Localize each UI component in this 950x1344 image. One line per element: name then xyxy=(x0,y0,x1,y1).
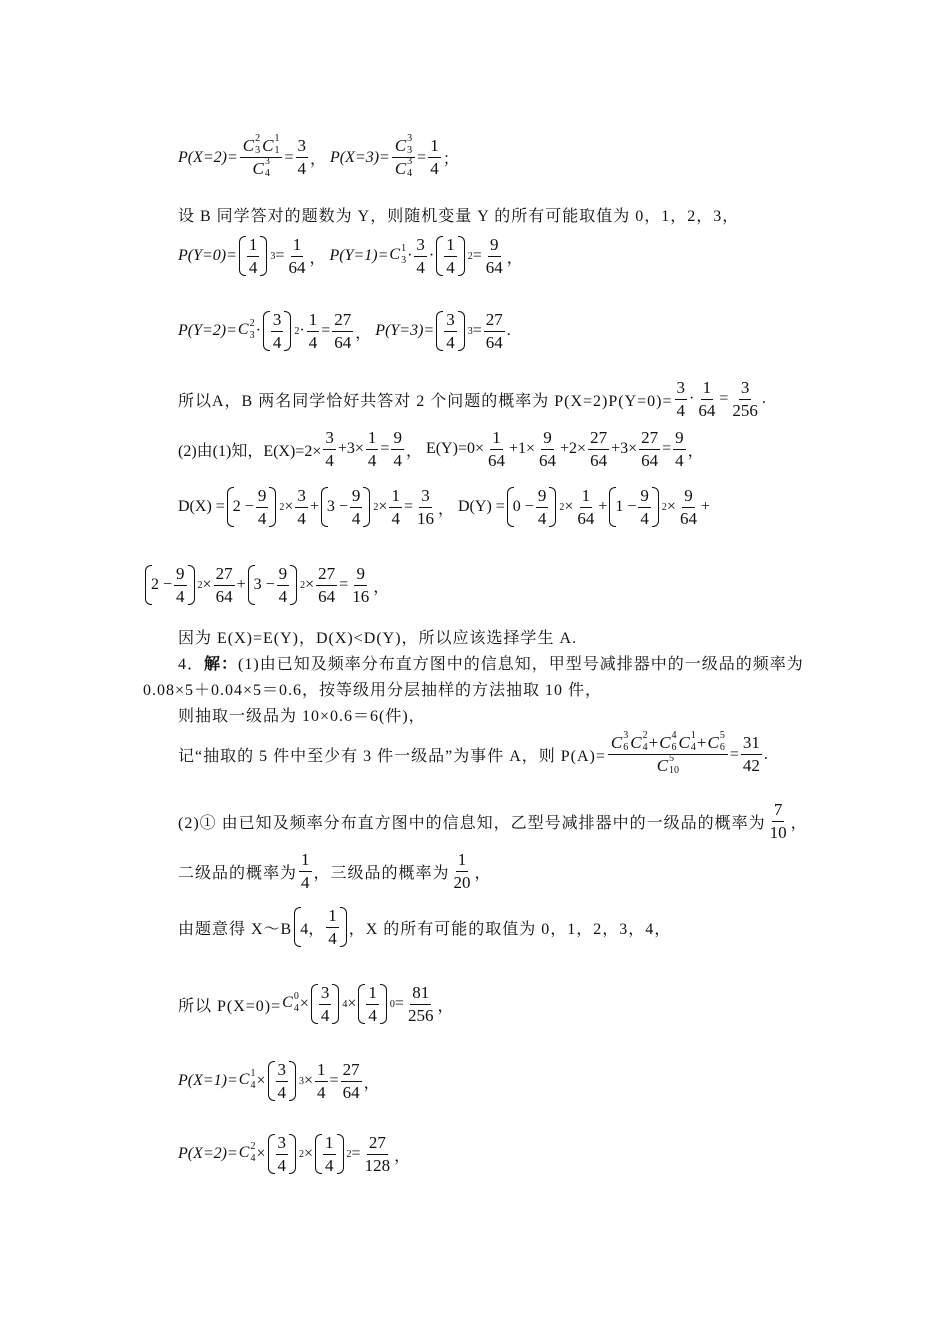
fraction: C 2 3 C 1 1 C 3 4 xyxy=(240,136,283,179)
problem-4-text: (1)由已知及频率分布直方图中的信息知，甲型号减排器中的一级品的频率为 xyxy=(238,656,804,673)
second-class-text: 二级品的概率为 xyxy=(178,864,298,882)
eq-px2-b: P(X=2)= C 2 4 × $\frac{3}{4}$ 2 × $\frac{1}{4}$ 2 = $\frac{27}{128}$ ， xyxy=(178,1133,411,1175)
px3-label: P(X=3)= xyxy=(330,148,390,166)
type-b-text: (2)① 由已知及频率分布直方图中的信息知，乙型号减排器中的一级品的概率为 xyxy=(178,814,766,832)
eq-px0: 所以 P(X=0)= C 0 4 × $\frac{3}{4}$ 4 × $\frac{1}{4}$ 0 = $\frac{81}{256}$ ， xyxy=(178,983,454,1025)
eq-event-a: 记“抽取的 5 件中至少有 3 件一级品”为事件 A，则 P(A)= C 3 6 C 2 4 +C 4 6 C 1 4 +C 5 6 C 5 10 = $\frac{31}{42}$ . xyxy=(178,730,768,776)
px2-label: P(X=2)= xyxy=(178,148,238,166)
py1-label: P(Y=1)= xyxy=(329,247,389,265)
px2b-label: P(X=2)= xyxy=(178,1145,238,1163)
px0-label: 所以 P(X=0)= xyxy=(178,997,282,1015)
text-y-definition: 设 B 同学答对的题数为 Y，则随机变量 Y 的所有可能取值为 0，1，2，3， xyxy=(178,208,740,225)
third-class-text: ，三级品的概率为 xyxy=(313,864,450,882)
binomial-text: 由题意得 X～B xyxy=(178,920,293,938)
eq-expectations: (2)由(1)知，E(X)=2× $\frac{3}{4}$ +3× $\frac{1}{4}$ = $\frac{9}{4}$ ， E(Y)=0× $\frac{1}{64}$ +1× $\frac{9}{64}$ +2× $\frac{27}{64}$ +3× $\frac{27}{64}$ = $\frac{9}{4}$ ， xyxy=(178,428,704,470)
ey-text: E(Y)=0× xyxy=(425,440,484,458)
dx-text: D(X) = xyxy=(178,498,225,516)
px1-label: P(X=1)= xyxy=(178,1072,238,1090)
py2-label: P(Y=2)= xyxy=(178,322,237,340)
py0-label: P(Y=0)= xyxy=(178,247,237,265)
eq-prob-both: 所以A，B 两名同学恰好共答对 2 个问题的概率为 P(X=2)P(Y=0)= $\frac{3}{4}$ · $\frac{1}{64}$ = $\frac{3}{256}$ . xyxy=(178,378,766,420)
eq-binomial: 由题意得 X～B 4， $\frac{1}{4}$ ，X 的所有可能的取值为 0，1，2，3，4， xyxy=(178,906,672,948)
py3-label: P(Y=3)= xyxy=(375,322,435,340)
text-frequency-calc: 0.08×5＋0.04×5＝0.6，按等级用分层抽样的方法抽取 10 件， xyxy=(143,682,603,699)
problem-4-heading xyxy=(178,651,804,674)
text-first-class-count: 则抽取一级品为 10×0.6＝6(件)， xyxy=(178,708,426,725)
eq-py2-py3: P(Y=2)= C 2 3 · $\frac{3}{4}$ 2 · $\frac{1}{4}$ = $\frac{27}{64}$ ， P(Y=3)= $\frac{3}{4}$ 3 = $\frac{27}{64}$ . xyxy=(178,310,511,352)
prob-text: 所以A，B 两名同学恰好共答对 2 个问题的概率为 P(X=2)P(Y=0)= xyxy=(178,392,673,410)
eq-second-third-class: 二级品的概率为 $\frac{1}{4}$ ，三级品的概率为 $\frac{1}{20}$ ， xyxy=(178,850,491,892)
eq-px2-px3: P(X=2)= C 2 3 C 1 1 C 3 4 = $\frac{3}{4}$ ， P(X=3)= C 3 3 C 3 4 = $\frac{1}{4}$ ； xyxy=(178,133,459,179)
eq-px1: P(X=1)= C 1 4 × $\frac{3}{4}$ 3 × $\frac{1}{4}$ = $\frac{27}{64}$ ， xyxy=(178,1060,380,1102)
solution-label: 解： xyxy=(204,656,239,673)
text-conclusion: 因为 E(X)=E(Y)，D(X)<D(Y)，所以应该选择学生 A. xyxy=(178,630,578,647)
eq-type-b-first: (2)① 由已知及频率分布直方图中的信息知，乙型号减排器中的一级品的概率为 $\frac{7}{10}$ ， xyxy=(178,800,807,842)
dy-text: D(Y) = xyxy=(458,498,505,516)
ex-text: (2)由(1)知，E(X)=2× xyxy=(178,442,322,460)
x-values-text: ，X 的所有可能的取值为 0，1，2，3，4， xyxy=(348,920,672,938)
event-a-text: 记“抽取的 5 件中至少有 3 件一级品”为事件 A，则 P(A)= xyxy=(178,748,606,765)
eq-py0-py1: P(Y=0)= $\frac{1}{4}$ 3 = $\frac{1}{64}$ ， P(Y=1)= C 1 3 · $\frac{3}{4}$ · $\frac{1}{4}$ 2 = $\frac{9}{64}$ ， xyxy=(178,235,523,277)
problem-number: 4． xyxy=(178,656,205,673)
eq-variance-cont: 2 − $\frac{9}{4}$ 2 × $\frac{27}{64}$ + 3 − $\frac{9}{4}$ 2 × $\frac{27}{64}$ = $\frac{9}{16}$ ， xyxy=(143,564,389,606)
eq-variances: D(X) = 2 − $\frac{9}{4}$ 2 × $\frac{3}{4}$ + 3 − $\frac{9}{4}$ 2 × $\frac{1}{4}$ = $\frac{3}{16}$ ， D(Y) = 0 − $\frac{9}{4}$ 2 × $\frac{1}{64}$ + 1 − $\frac{9}{4}$ 2 × $\frac{9}{64}$ + xyxy=(178,486,710,528)
